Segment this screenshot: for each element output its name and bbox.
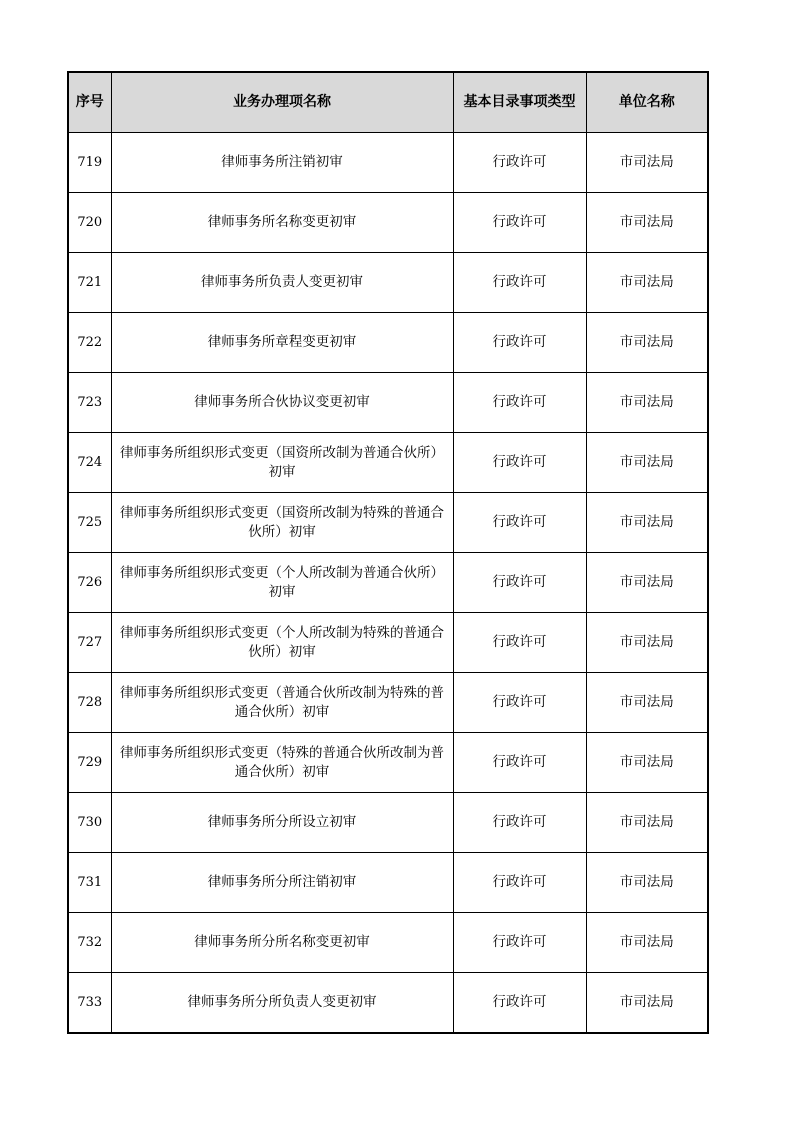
cell-type: 行政许可 [453, 733, 586, 793]
cell-unit: 市司法局 [586, 553, 708, 613]
table-row [68, 853, 708, 913]
cell-name: 律师事务所组织形式变更（个人所改制为特殊的普通合伙所）初审 [111, 613, 453, 673]
table-header [68, 72, 708, 133]
table-row [68, 373, 708, 433]
cell-unit: 市司法局 [586, 853, 708, 913]
cell-name: 律师事务所名称变更初审 [111, 193, 453, 253]
cell-unit: 市司法局 [586, 733, 708, 793]
cell-seq: 728 [68, 673, 111, 733]
header-row [68, 72, 708, 133]
cell-type: 行政许可 [453, 973, 586, 1034]
table-row [68, 793, 708, 853]
table-row [68, 253, 708, 313]
cell-type: 行政许可 [453, 613, 586, 673]
cell-type: 行政许可 [453, 913, 586, 973]
cell-unit: 市司法局 [586, 433, 708, 493]
table-body [68, 133, 708, 1034]
cell-unit: 市司法局 [586, 973, 708, 1034]
cell-seq: 732 [68, 913, 111, 973]
header-unit: 单位名称 [586, 72, 708, 133]
cell-seq: 724 [68, 433, 111, 493]
table-row [68, 913, 708, 973]
cell-seq: 721 [68, 253, 111, 313]
table-row [68, 673, 708, 733]
cell-seq: 729 [68, 733, 111, 793]
cell-type: 行政许可 [453, 373, 586, 433]
cell-name: 律师事务所注销初审 [111, 133, 453, 193]
cell-seq: 730 [68, 793, 111, 853]
cell-type: 行政许可 [453, 133, 586, 193]
cell-name: 律师事务所分所设立初审 [111, 793, 453, 853]
cell-name: 律师事务所分所负责人变更初审 [111, 973, 453, 1034]
cell-type: 行政许可 [453, 673, 586, 733]
table-row [68, 733, 708, 793]
table-row [68, 193, 708, 253]
cell-name: 律师事务所合伙协议变更初审 [111, 373, 453, 433]
cell-name: 律师事务所组织形式变更（国资所改制为普通合伙所）初审 [111, 433, 453, 493]
cell-unit: 市司法局 [586, 133, 708, 193]
cell-unit: 市司法局 [586, 493, 708, 553]
cell-type: 行政许可 [453, 553, 586, 613]
cell-unit: 市司法局 [586, 253, 708, 313]
cell-unit: 市司法局 [586, 193, 708, 253]
cell-name: 律师事务所组织形式变更（普通合伙所改制为特殊的普通合伙所）初审 [111, 673, 453, 733]
cell-seq: 725 [68, 493, 111, 553]
cell-name: 律师事务所负责人变更初审 [111, 253, 453, 313]
table-row [68, 133, 708, 193]
cell-name: 律师事务所组织形式变更（国资所改制为特殊的普通合伙所）初审 [111, 493, 453, 553]
cell-unit: 市司法局 [586, 373, 708, 433]
cell-type: 行政许可 [453, 853, 586, 913]
table-row [68, 433, 708, 493]
table-row [68, 313, 708, 373]
cell-name: 律师事务所分所注销初审 [111, 853, 453, 913]
cell-unit: 市司法局 [586, 793, 708, 853]
table-row [68, 613, 708, 673]
cell-type: 行政许可 [453, 793, 586, 853]
cell-name: 律师事务所组织形式变更（个人所改制为普通合伙所）初审 [111, 553, 453, 613]
cell-type: 行政许可 [453, 193, 586, 253]
table-row [68, 973, 708, 1034]
cell-seq: 722 [68, 313, 111, 373]
cell-seq: 727 [68, 613, 111, 673]
service-items-table [67, 71, 709, 1034]
cell-type: 行政许可 [453, 493, 586, 553]
cell-name: 律师事务所章程变更初审 [111, 313, 453, 373]
cell-seq: 726 [68, 553, 111, 613]
cell-name: 律师事务所组织形式变更（特殊的普通合伙所改制为普通合伙所）初审 [111, 733, 453, 793]
cell-seq: 733 [68, 973, 111, 1034]
header-name: 业务办理项名称 [111, 72, 453, 133]
cell-seq: 720 [68, 193, 111, 253]
cell-name: 律师事务所分所名称变更初审 [111, 913, 453, 973]
header-seq: 序号 [68, 72, 111, 133]
table-row [68, 553, 708, 613]
cell-seq: 723 [68, 373, 111, 433]
cell-type: 行政许可 [453, 433, 586, 493]
cell-type: 行政许可 [453, 313, 586, 373]
cell-unit: 市司法局 [586, 673, 708, 733]
cell-unit: 市司法局 [586, 613, 708, 673]
cell-seq: 719 [68, 133, 111, 193]
header-type: 基本目录事项类型 [453, 72, 586, 133]
cell-type: 行政许可 [453, 253, 586, 313]
cell-unit: 市司法局 [586, 913, 708, 973]
cell-seq: 731 [68, 853, 111, 913]
table-row [68, 493, 708, 553]
cell-unit: 市司法局 [586, 313, 708, 373]
